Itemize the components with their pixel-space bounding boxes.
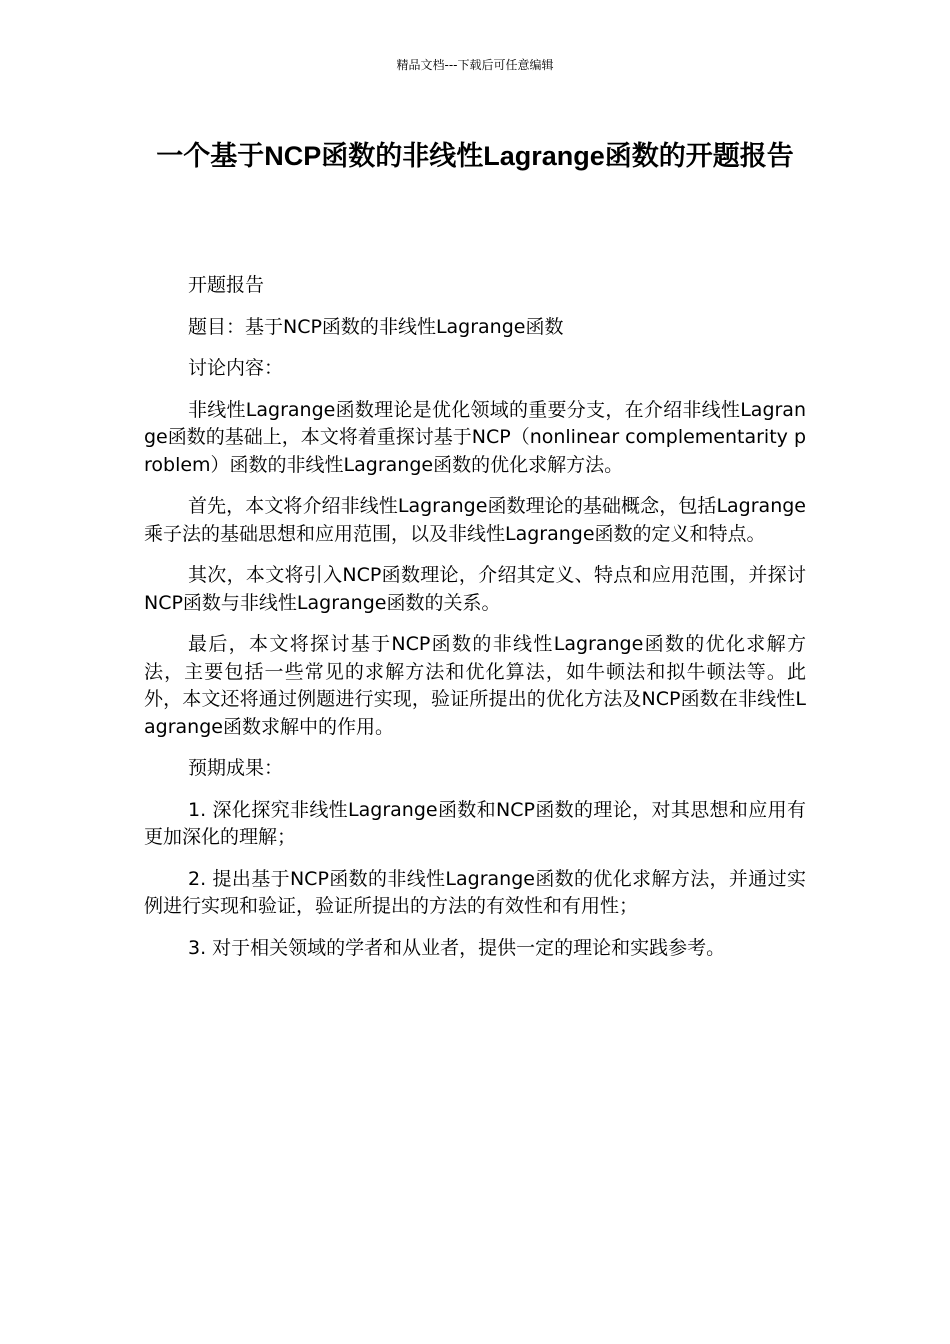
document-title: 一个基于NCP函数的非线性Lagrange函数的开题报告 (156, 141, 794, 171)
paragraph-topic: 题目：基于NCP函数的非线性Lagrange函数 (188, 315, 564, 338)
paragraph-last: 最后，本文将探讨基于NCP函数的非线性Lagrange函数的优化求解方法，主要包括一些常见的求解方法和优化算法，如牛顿法和拟牛顿法等。此外，本文还将通过例题进行实现，验证所提出的优化方法及NCP函数在非线性Lagrange函数求解中的作用。 (144, 633, 806, 738)
paragraph-result-1: 1. 深化探究非线性Lagrange函数和NCP函数的理论，对其思想和应用有更加深化的理解； (144, 798, 806, 848)
document-body (144, 272, 806, 976)
paragraph-first: 首先，本文将介绍非线性Lagrange函数理论的基础概念，包括Lagrange乘子法的基础思想和应用范围，以及非线性Lagrange函数的定义和特点。 (144, 495, 806, 545)
paragraph-result-2: 2. 提出基于NCP函数的非线性Lagrange函数的优化求解方法，并通过实例进行实现和验证，验证所提出的方法的有效性和有用性； (144, 867, 806, 917)
paragraph-report-label: 开题报告 (188, 274, 265, 296)
paragraph-expected-results-label: 预期成果： (188, 757, 284, 779)
paragraph-intro: 非线性Lagrange函数理论是优化领域的重要分支，在介绍非线性Lagrange函数的基础上，本文将着重探讨基于NCP（nonlinear complementarity problem）函数的非线性Lagrange函数的优化求解方法。 (144, 398, 807, 476)
paragraph-discussion-label: 讨论内容： (188, 357, 284, 379)
paragraph-result-3: 3. 对于相关领域的学者和从业者，提供一定的理论和实践参考。 (188, 936, 726, 959)
paragraph-second: 其次，本文将引入NCP函数理论，介绍其定义、特点和应用范围，并探讨NCP函数与非线性Lagrange函数的关系。 (144, 564, 806, 614)
page-header-note: 精品文档---下载后可任意编辑 (396, 58, 554, 72)
